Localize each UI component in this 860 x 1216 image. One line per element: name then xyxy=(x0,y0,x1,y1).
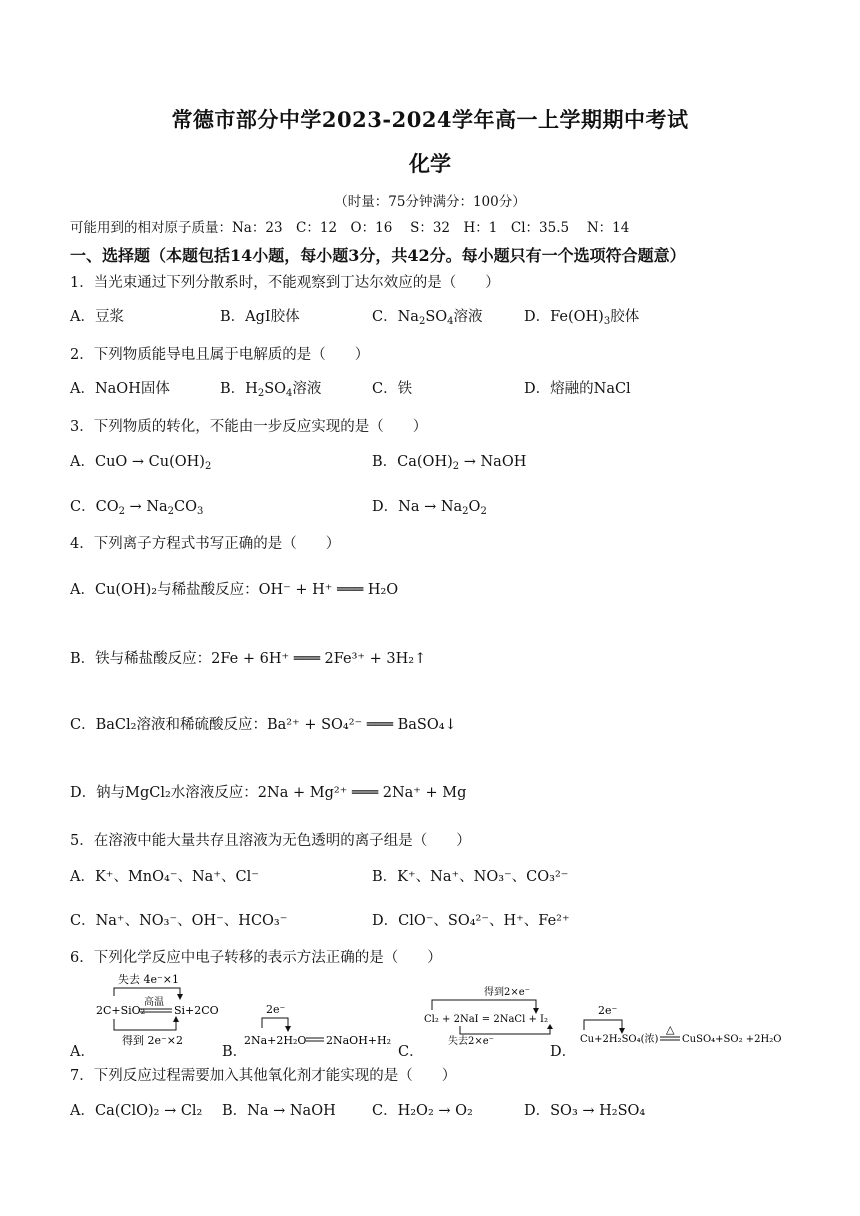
question-5-stem: 5．在溶液中能大量共存且溶液为无色透明的离子组是（ ） xyxy=(70,833,471,849)
q6-figure-b xyxy=(240,1000,400,1050)
q6a-equation: 2C+SiO₂ xyxy=(96,1004,146,1017)
q1-option-c: C．$Na_2SO_4$溶液 xyxy=(372,309,483,327)
q5-option-c: C．Na⁺、NO₃⁻、OH⁻、HCO₃⁻ xyxy=(70,913,288,929)
question-4-stem: 4．下列离子方程式书写正确的是（ ） xyxy=(70,536,341,552)
q6-figure-c xyxy=(420,984,560,1046)
q2-option-d: D．熔融的NaCl xyxy=(524,381,631,397)
q6d-top-label: 2e⁻ xyxy=(598,1004,618,1017)
q6b-equation: 2Na+2H₂O xyxy=(244,1034,307,1047)
q2-option-b: B．$H_2SO_4$溶液 xyxy=(220,381,322,399)
q6c-equation: Cl₂ + 2NaI = 2NaCl + I₂ xyxy=(424,1014,548,1025)
q7-option-b: B．Na → NaOH xyxy=(222,1103,336,1119)
q6c-bottom-label: 失去2×e⁻ xyxy=(448,1036,494,1046)
q1-option-b: B．AgI胶体 xyxy=(220,309,300,325)
q6-option-a: A． xyxy=(70,1044,95,1060)
q6b-products: 2NaOH+H₂ xyxy=(326,1034,392,1047)
q6-figure-d xyxy=(576,1002,796,1048)
q6a-condition: 高温 xyxy=(144,997,164,1008)
q6-figure-a xyxy=(92,972,222,1050)
q2-option-c: C．铁 xyxy=(372,381,413,397)
q5-option-a: A．K⁺、MnO₄⁻、Na⁺、Cl⁻ xyxy=(70,869,259,885)
q3-option-d: D．$Na \to Na_2O_2$ xyxy=(372,499,487,517)
q7-option-d: D．SO₃ → H₂SO₄ xyxy=(524,1103,646,1119)
q6-option-d: D． xyxy=(550,1044,577,1060)
question-2-stem: 2．下列物质能导电且属于电解质的是（ ） xyxy=(70,347,370,363)
q7-option-a: A．Ca(ClO)₂ → Cl₂ xyxy=(70,1103,203,1119)
q6d-condition: △ xyxy=(666,1023,675,1036)
q6-option-c: C． xyxy=(398,1044,424,1060)
q3-option-a: A．CuO → $Cu(OH)_2$ xyxy=(70,454,212,472)
question-1-stem: 1．当光束通过下列分散系时，不能观察到丁达尔效应的是（ ） xyxy=(70,275,500,291)
q6a-products: Si+2CO xyxy=(174,1004,219,1017)
q6a-bottom-label: 得到 2e⁻×2 xyxy=(122,1034,184,1047)
q4-option-c: C．BaCl₂溶液和稀硫酸反应：Ba²⁺ + SO₄²⁻ ═══ BaSO₄↓ xyxy=(70,717,457,733)
subject-title: 化学 xyxy=(409,151,451,176)
q3-option-c: C．$CO_2 \to Na_2CO_3$ xyxy=(70,499,204,517)
q4-option-b: B．铁与稀盐酸反应：2Fe + 6H⁺ ═══ 2Fe³⁺ + 3H₂↑ xyxy=(70,651,427,667)
q2-option-a: A．NaOH固体 xyxy=(70,381,170,397)
time-info: （时量：75分钟满分：100分） xyxy=(334,194,526,210)
q6d-products: CuSO₄+SO₂ +2H₂O xyxy=(682,1034,782,1045)
q6d-equation: Cu+2H₂SO₄(浓) xyxy=(580,1034,659,1045)
q6a-top-label: 失去 4e⁻×1 xyxy=(118,973,180,986)
atomic-masses: 可能用到的相对原子质量：Na：23 C：12 O：16 S：32 H：1 Cl：35.5 N：14 xyxy=(70,220,630,236)
q4-option-d: D．钠与MgCl₂水溶液反应：2Na + Mg²⁺ ═══ 2Na⁺ + Mg xyxy=(70,785,467,801)
q4-option-a: A．Cu(OH)₂与稀盐酸反应：OH⁻ + H⁺ ═══ H₂O xyxy=(70,582,399,598)
q6-option-b: B． xyxy=(222,1044,248,1060)
q1-option-d: D．$Fe(OH)_3$胶体 xyxy=(524,309,640,327)
q6b-top-label: 2e⁻ xyxy=(266,1003,286,1016)
q6c-top-label: 得到2×e⁻ xyxy=(484,987,530,998)
question-6-stem: 6．下列化学反应中电子转移的表示方法正确的是（ ） xyxy=(70,950,442,966)
section-heading: 一、选择题（本题包括14小题，每小题3分，共42分。每小题只有一个选项符合题意） xyxy=(70,246,686,265)
q7-option-c: C．H₂O₂ → O₂ xyxy=(372,1103,473,1119)
q1-option-a: A．豆浆 xyxy=(70,309,124,325)
question-3-stem: 3．下列物质的转化，不能由一步反应实现的是（ ） xyxy=(70,419,428,435)
q5-option-d: D．ClO⁻、SO₄²⁻、H⁺、Fe²⁺ xyxy=(372,913,570,929)
q5-option-b: B．K⁺、Na⁺、NO₃⁻、CO₃²⁻ xyxy=(372,869,569,885)
question-7-stem: 7．下列反应过程需要加入其他氧化剂才能实现的是（ ） xyxy=(70,1068,457,1084)
exam-title: 常德市部分中学2023-2024学年高一上学期期中考试 xyxy=(171,107,689,132)
q3-option-b: B．$Ca(OH)_2$ → NaOH xyxy=(372,454,527,472)
